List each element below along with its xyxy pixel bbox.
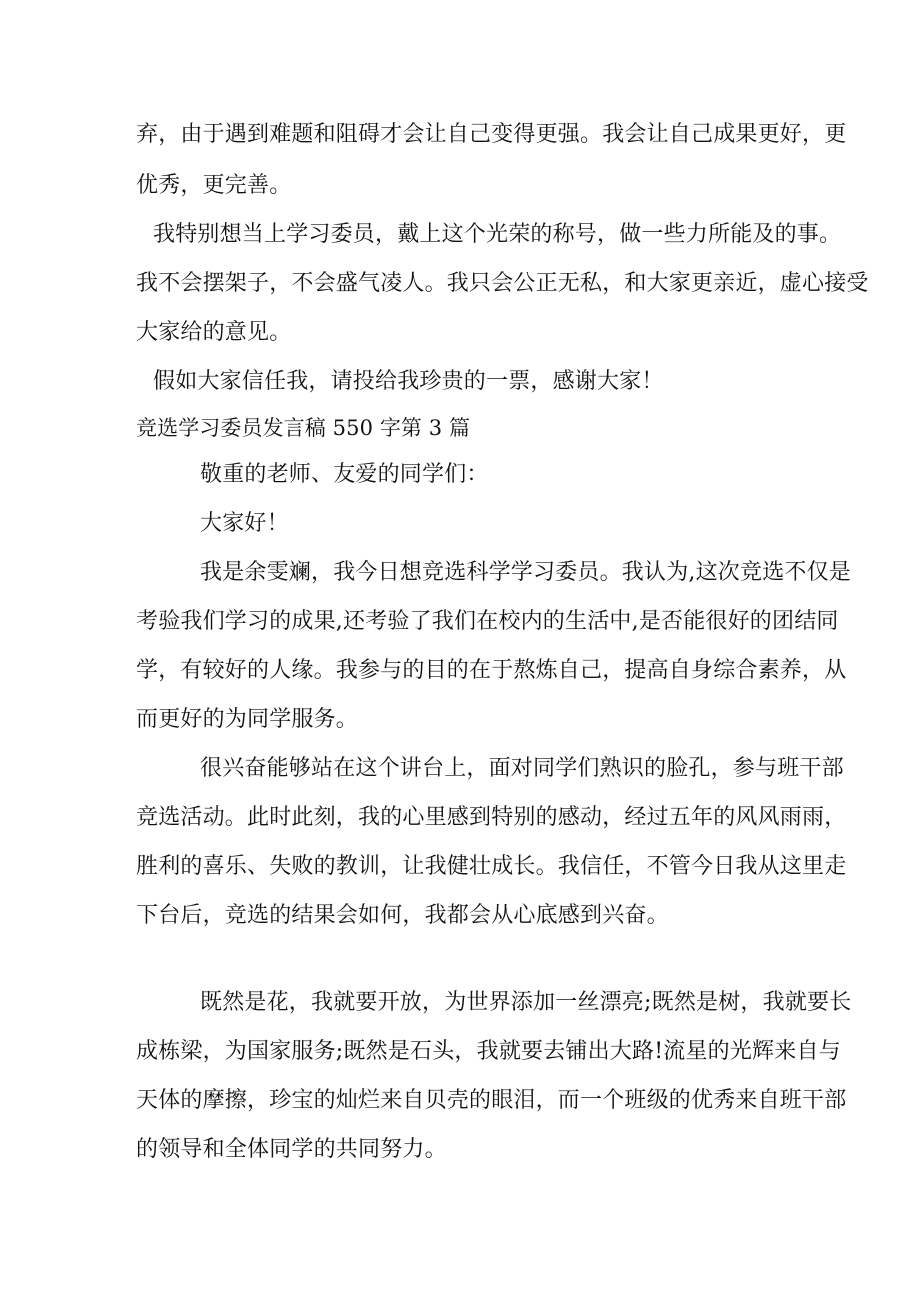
text-line-1: 弃，由于遇到难题和阻碍才会让自己变得更强。我会让自己成果更好，更 xyxy=(136,122,847,147)
text-line-6: 假如大家信任我，请投给我珍贵的一票，感谢大家！ xyxy=(153,369,664,394)
salutation-line: 敬重的老师、友爱的同学们： xyxy=(200,462,489,487)
text-line-4: 我不会摆架子，不会盛气凌人。我只会公正无私，和大家更亲近，虚心接受 xyxy=(136,271,869,296)
text-line-15: 竞选活动。此时此刻，我的心里感到特别的感动，经过五年的风风雨雨， xyxy=(136,805,847,830)
text-line-21: 的领导和全体同学的共同努力。 xyxy=(136,1137,447,1162)
text-line-19: 成栋梁，为国家服务;既然是石头，我就要去铺出大路!流星的光辉来自与 xyxy=(136,1039,841,1064)
text-line-13: 而更好的为同学服务。 xyxy=(136,707,359,732)
greeting-line: 大家好！ xyxy=(200,511,289,536)
text-line-12: 学，有较好的人缘。我参与的目的在于熬炼自己，提高自身综合素养，从 xyxy=(136,658,847,683)
text-line-10: 我是余雯斓，我今日想竞选科学学习委员。我认为,这次竞选不仅是 xyxy=(200,560,851,585)
text-line-17: 下台后，竞选的结果会如何，我都会从心底感到兴奋。 xyxy=(136,903,669,928)
text-line-2: 优秀，更完善。 xyxy=(136,173,292,198)
text-line-16: 胜利的喜乐、失败的教训，让我健壮成长。我信任，不管今日我从这里走 xyxy=(136,854,847,879)
text-line-18: 既然是花，我就要开放，为世界添加一丝漂亮;既然是树，我就要长 xyxy=(200,990,852,1015)
text-line-11: 考验我们学习的成果,还考验了我们在校内的生活中,是否能很好的团结同 xyxy=(136,609,839,634)
section-heading: 竞选学习委员发言稿 550 字第 3 篇 xyxy=(136,416,471,440)
text-line-14: 很兴奋能够站在这个讲台上，面对同学们熟识的脸孔，参与班干部 xyxy=(200,756,844,781)
text-line-20: 天体的摩擦，珍宝的灿烂来自贝壳的眼泪，而一个班级的优秀来自班干部 xyxy=(136,1088,847,1113)
text-line-3: 我特别想当上学习委员，戴上这个光荣的称号，做一些力所能及的事。 xyxy=(153,222,842,247)
text-line-5: 大家给的意见。 xyxy=(136,320,292,345)
